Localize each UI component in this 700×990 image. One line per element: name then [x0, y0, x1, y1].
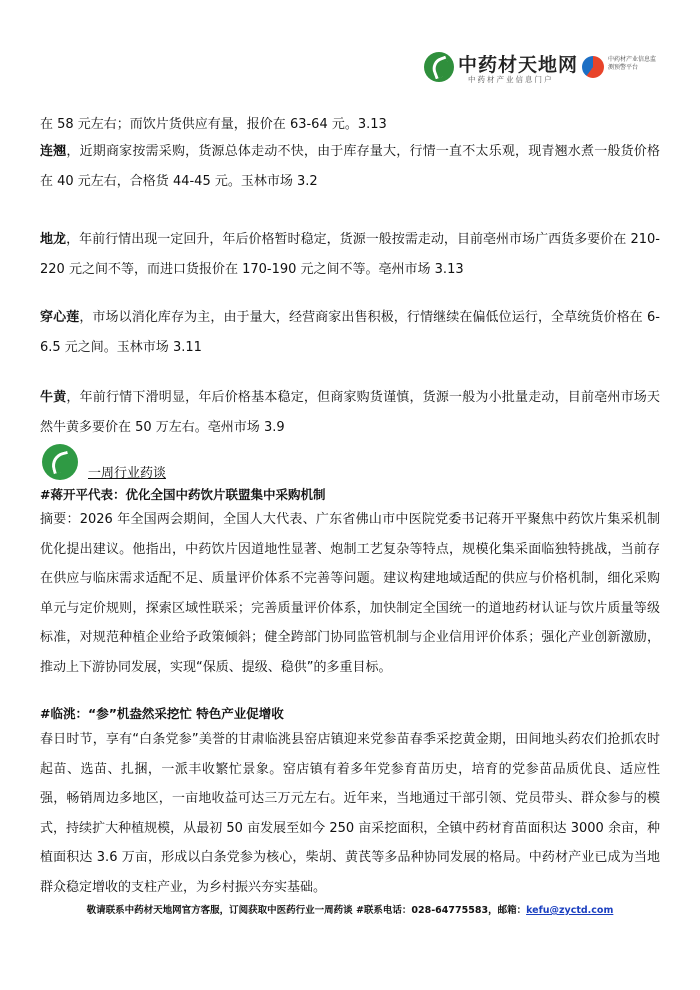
monitor-platform-name: 中药材产业信息监测预警平台	[608, 56, 657, 71]
brand-tagline: 中药材产业信息门户	[468, 75, 554, 84]
footer-text: 敬请联系中药材天地网官方客服，订阅获取中医药行业一周药谈 #联系电话：028-64775583，邮箱：	[86, 905, 527, 916]
market-item: 穿心莲，市场以消化库存为主，由于量大，经营商家出售积极，行情继续在偏低位运行，全草统货价格在 6-6.5 元之间。玉林市场 3.11	[40, 310, 660, 355]
market-item: 连翘，近期商家按需采购，货源总体走动不快，由于库存量大，行情一直不太乐观，现青翘水煮一般货价格在 40 元左右，合格货 44-45 元。玉林市场 3.2	[40, 144, 660, 189]
brand-name: 中药材天地网	[458, 54, 579, 76]
section-logo-icon	[42, 444, 78, 480]
article-heading: #临洮：“参”机盎然采挖忙 特色产业促增收	[40, 706, 284, 721]
logo-leaf-icon	[424, 52, 454, 82]
market-item: 地龙，年前行情出现一定回升，年后价格暂时稳定，货源一般按需走动，目前亳州市场广西货多要价在 210-220 元之间不等，而进口货报价在 170-190 元之间不等。亳州市场 3.13	[40, 232, 660, 277]
market-item: 在 58 元左右；而饮片货供应有量，报价在 63-64 元。3.13	[40, 117, 387, 132]
market-item: 牛黄，年前行情下滑明显，年后价格基本稳定，但商家购货谨慎，货源一般为小批量走动，目前亳州市场天然牛黄多要价在 50 万左右。亳州市场 3.9	[40, 390, 660, 435]
article-body: 春日时节，享有“白条党参”美誉的甘肃临洮县窑店镇迎来党参苗春季采挖黄金期，田间地头药农们抢抓农时起苗、选苗、扎捆，一派丰收繁忙景象。窑店镇有着多年党参育苗历史，培育的党参苗品质优良、适应性强，畅销周边多地区，一亩地收益可达三万元左右。近年来，当地通过干部引领、党员带头、群众参与的模式，持续扩大种植规模，从最初 50 亩发展至如今 250 亩采挖面积，全镇中药材育苗面积达 3000 余亩，种植面积达 3.6 万亩，形成以白条党参为核心，柴胡、黄芪等多品种协同发展的格局。中药材产业已成为当地群众稳定增收的支柱产业，为乡村振兴夯实基础。	[40, 732, 660, 895]
article-body: 摘要：2026 年全国两会期间，全国人大代表、广东省佛山市中医院党委书记蒋开平聚焦中药饮片集采机制优化提出建议。他指出，中药饮片因道地性显著、炮制工艺复杂等特点，规模化集采面临独特挑战，当前存在供应与临床需求适配不足、质量评价体系不完善等问题。建议构建地域适配的供应与价格机制，细化采购单元与定价规则，探索区域性联采；完善质量评价体系，加快制定全国统一的道地药材认证与饮片质量等级标准，对规范种植企业给予政策倾斜；健全跨部门协同监管机制与企业信用评价体系；强化产业创新激励，推动上下游协同发展，实现“保质、提级、稳供”的多重目标。	[40, 512, 660, 675]
contact-email-link[interactable]: kefu@zyctd.com	[526, 905, 614, 916]
footer-contact	[0, 902, 700, 916]
article-heading: #蒋开平代表：优化全国中药饮片联盟集中采购机制	[40, 487, 326, 502]
zyctd-logo	[424, 50, 594, 86]
monitor-platform-logo-icon	[582, 56, 604, 78]
section-title: 一周行业药谈	[88, 466, 167, 481]
